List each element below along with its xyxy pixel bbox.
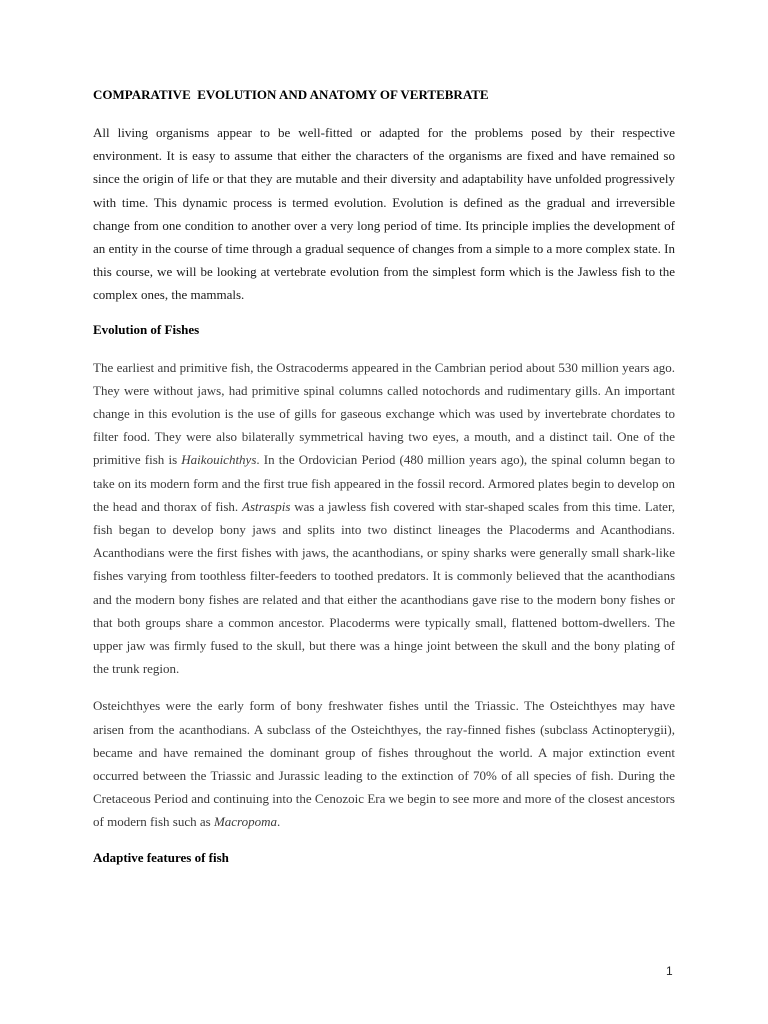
fishes-text-2: . In the Ordovician Period (480 million years ago), the spinal column began to take on its modern form and the first true fish appeared in the fossil record. Armored plates begin to develop on the head and thorax of fish. [93, 452, 675, 514]
osteichthyes-paragraph [93, 694, 675, 833]
osteichthyes-text-2: . [277, 814, 281, 830]
document-title: COMPARATIVE EVOLUTION AND ANATOMY OF VERTEBRATE [93, 87, 489, 102]
page-number: 1 [666, 964, 673, 978]
species-name-macropoma: Macropoma [213, 814, 278, 830]
section-heading-evolution-of-fishes: Evolution of Fishes [93, 321, 200, 337]
intro-paragraph: All living organisms appear to be well-fitted or adapted for the problems posed by their respective environment. It is easy to assume that either the characters of the organisms are fixed and have remained so since the origin of life or that they are mutable and their diversity and adaptability have unfolded progressively with time. This dynamic process is termed evolution. Evolution is defined as the gradual and irreversible change from one condition to another over a very long period of time. Its principle implies the development of an entity in the course of time through a gradual sequence of changes from a simple to a more complex state. In this course, we will be looking at vertebrate evolution from the simplest form which is the Jawless fish to the complex ones, the mammals. [93, 125, 675, 303]
document-page [93, 86, 675, 867]
osteichthyes-text-1: Osteichthyes were the early form of bony freshwater fishes until the Triassic. The Osteichthyes may have arisen from the acanthodians. A subclass of the Osteichthyes, the ray-finned fishes (subclass Actinopterygii), became and have remained the dominant group of fishes throughout the world. A major extinction event occurred between the Triassic and Jurassic leading to the extinction of 70% of all species of fish. During the Cretaceous Period and continuing into the Cenozoic Era we begin to see more and more of the closest ancestors of modern fish such as [93, 698, 675, 830]
species-name-astraspis: Astraspis [242, 498, 291, 514]
fishes-paragraph [93, 356, 675, 681]
species-name-haikouichthys: Haikouichthys [181, 452, 257, 468]
fishes-text-1: The earliest and primitive fish, the Ostracoderms appeared in the Cambrian period about 530 million years ago. They were without jaws, had primitive spinal columns called notochords and rudimentary gills. An important change in this evolution is the use of gills for gaseous exchange which was used by invertebrate chordates to filter food. They were also bilaterally symmetrical having two eyes, a mouth, and a distinct tail. One of the primitive fish is [93, 359, 675, 468]
section-heading-adaptive-features: Adaptive features of fish [93, 849, 229, 865]
fishes-text-3: was a jawless fish covered with star-shaped scales from this time. Later, fish began to develop bony jaws and splits into two distinct lineages the Placoderms and Acanthodians. Acanthodians were the first fishes with jaws, the acanthodians, or spiny sharks were generally small shark-like fishes varying from toothless filter-feeders to toothed predators. It is commonly believed that the acanthodians and the modern bony fishes are related and that either the acanthodians gave rise to the modern bony fishes or that both groups share a common ancestor. Placoderms were typically small, flattened bottom-dwellers. The upper jaw was firmly fused to the skull, but there was a hinge joint between the skull and the bony plating of the trunk region. [93, 498, 676, 677]
